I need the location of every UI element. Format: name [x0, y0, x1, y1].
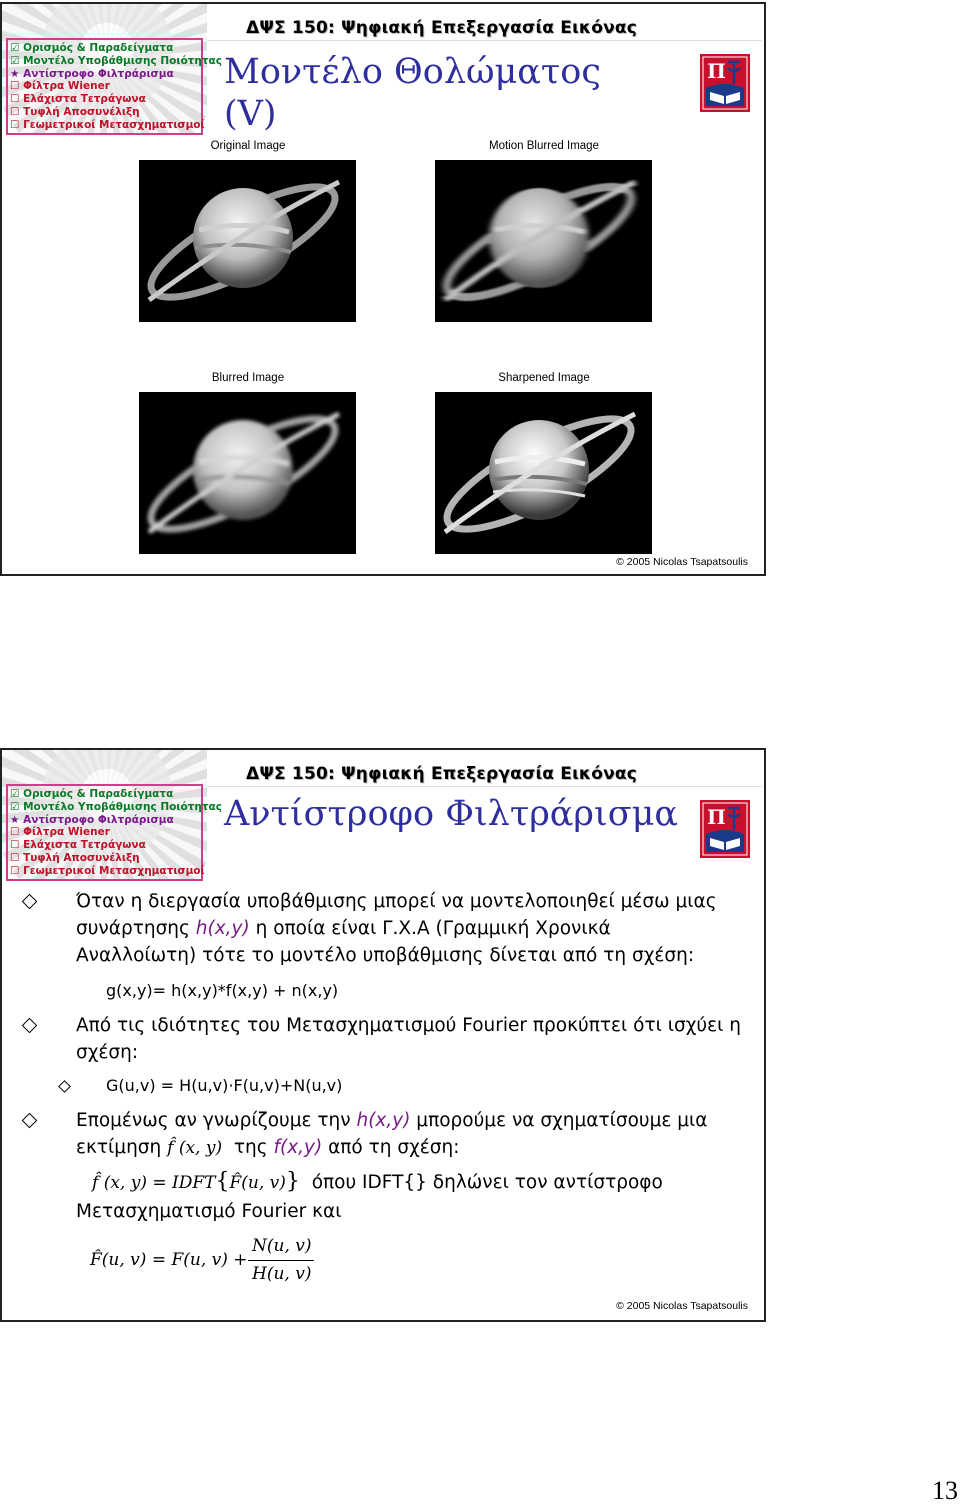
- university-logo: [700, 54, 750, 112]
- nav-item-blind-deconvolution[interactable]: ☐ Τυφλή Αποσυνέλιξη: [10, 105, 140, 118]
- slide-inverse-filtering: ☑ Ορισμός & Παραδείγματα ☑ Μοντέλο Υποβάθμισης Ποιότητας ★ Αντίστροφο Φιλτράρισμα ☐ Φίλτρα Wiener ☐ Ελάχιστα Τετράγωνα ☐ Τυφλή Αποσυνέλιξη ☐ Γεωμετρικοί Μετασχηματισμοί ΔΨΣ 150: Ψηφιακή Επεξεργασία Εικόνας Αντίστροφο Φιλτράρισμα Π Όταν η διεργασία υποβάθμισης μπορεί να μοντελοποιηθεί μέσω μιας συνάρτησης h(x,y) η οποία είναι Γ.Χ.Α (Γραμμική Χρονικά Αναλλοίωτη) τότε το μοντέλο υποβάθμισης δίνεται από τη σχέση: g(x,y)= h(x,y)*f(x,y) + n(x,y) Από τις ιδιότητες του Μετασχηματισμού Fourier προκύπτει ότι ισχύει η σχέση: G(u,v) = H(u,v)⋅F(u,v)+N(u,v) Επομένως αν γνωρίζουμε την h(x,y) μπορούμε να σχηματίσουμε μια εκτίμηση f̂ (x, y) της f(x,y) από τη σχέση: f̂ (x, y) = IDFT{F̂(u, v)} όπου IDFT{} δηλώνει τον αντίστροφο Μετασχηματισμό Fourier και F̂(u, v) = F(u, v) + N(u, v) H(u, v) © 2005 Nicolas Tsapatsoulis: [0, 748, 766, 1322]
- caption-blurred: Blurred Image: [211, 372, 285, 384]
- bullet-estimate: Επομένως αν γνωρίζουμε την h(x,y) μπορούμε να σχηματίσουμε μια εκτίμηση f̂ (x, y) της f(x,y) από τη σχέση:: [76, 1107, 756, 1162]
- diamond-bullet-icon: [58, 1080, 71, 1093]
- bullet-fourier-properties: Από τις ιδιότητες του Μετασχηματισμού Fourier προκύπτει ότι ισχύει η σχέση:: [76, 1012, 756, 1066]
- page-number: 13: [932, 1476, 958, 1505]
- saturn-sharpened-image: [435, 392, 652, 554]
- copyright-note: © 2005 Nicolas Tsapatsoulis: [616, 1300, 748, 1312]
- caption-sharpened: Sharpened Image: [498, 372, 590, 384]
- nav-item-inverse-filtering[interactable]: ★ Αντίστροφο Φιλτράρισμα: [10, 813, 174, 826]
- university-logo: [700, 800, 750, 858]
- check-icon: ☑: [10, 42, 20, 54]
- estimate-symbol: f̂ (x, y): [167, 1138, 223, 1158]
- nav-item-definitions[interactable]: ☑ Ορισμός & Παραδείγματα: [10, 42, 174, 54]
- bullet-degradation-model: Όταν η διεργασία υποβάθμισης μπορεί να μοντελοποιηθεί μέσω μιας συνάρτησης h(x,y) η οποία είναι Γ.Χ.Α (Γραμμική Χρονικά Αναλλοίωτη) τότε το μοντέλο υποβάθμισης δίνεται από τη σχέση:: [76, 888, 756, 969]
- checkbox-icon: ☐: [10, 851, 20, 864]
- caption-original: Original Image: [210, 140, 286, 152]
- slide-title-continued: (V): [224, 94, 277, 134]
- fraction-numerator: N(u, v): [252, 1236, 312, 1256]
- nav-item-degradation-model[interactable]: ☑ Μοντέλο Υποβάθμισης Ποιότητας: [10, 800, 222, 813]
- nav-item-geometric[interactable]: ☐ Γεωμετρικοί Μετασχηματισμοί: [10, 864, 205, 877]
- nav-item-wiener[interactable]: ☐ Φίλτρα Wiener: [10, 80, 110, 93]
- checkbox-icon: ☐: [10, 118, 20, 131]
- checkbox-icon: ☐: [10, 105, 20, 118]
- svg-text:Π: Π: [707, 59, 726, 83]
- svg-text:Π: Π: [707, 805, 726, 829]
- check-icon: ☑: [10, 54, 20, 67]
- nav-item-blind-deconvolution[interactable]: ☐ Τυφλή Αποσυνέλιξη: [10, 851, 140, 864]
- fraction-denominator: H(u, v): [252, 1264, 312, 1284]
- text-fourier-continued: Μετασχηματισμό Fourier και: [76, 1201, 342, 1222]
- slide-title: Μοντέλο Θολώματος: [224, 52, 601, 92]
- nav-item-geometric[interactable]: ☐ Γεωμετρικοί Μετασχηματισμοί: [10, 118, 205, 131]
- check-icon: ☑: [10, 800, 20, 813]
- highlight-h: h(x,y): [356, 1110, 411, 1131]
- saturn-blurred-image: [139, 392, 356, 554]
- equation-frequency-model: G(u,v) = H(u,v)⋅F(u,v)+N(u,v): [106, 1075, 342, 1097]
- slide-blur-model: [0, 2, 766, 576]
- header-divider: [207, 40, 762, 41]
- caption-motion-blurred: Motion Blurred Image: [489, 140, 599, 152]
- copyright-note: © 2005 Nicolas Tsapatsoulis: [616, 556, 748, 568]
- diamond-bullet-icon: [22, 1113, 38, 1129]
- topic-navigation: [10, 788, 222, 878]
- star-icon: ★: [10, 67, 20, 80]
- equation-idft-line: f̂ (x, y) = IDFT{F̂(u, v)} όπου IDFT{} δηλώνει τον αντίστροφο: [92, 1169, 663, 1194]
- highlight-f: f(x,y): [273, 1137, 323, 1158]
- check-icon: ☑: [10, 788, 20, 800]
- nav-item-least-squares[interactable]: ☐ Ελάχιστα Τετράγωνα: [10, 93, 146, 106]
- equation-spatial-model: g(x,y)= h(x,y)*f(x,y) + n(x,y): [106, 981, 339, 1000]
- header-divider: [207, 786, 762, 787]
- fraction-bar: [248, 1260, 314, 1261]
- course-title: ΔΨΣ 150: Ψηφιακή Επεξεργασία Εικόνας: [246, 764, 638, 784]
- topic-navigation: [10, 42, 222, 132]
- highlight-h: h(x,y): [195, 918, 250, 939]
- checkbox-icon: ☐: [10, 839, 20, 852]
- nav-item-definitions[interactable]: ☑ Ορισμός & Παραδείγματα: [10, 788, 174, 800]
- checkbox-icon: ☐: [10, 864, 20, 877]
- saturn-motion-blurred-image: [435, 160, 652, 322]
- diamond-bullet-icon: [22, 894, 38, 910]
- course-title: ΔΨΣ 150: Ψηφιακή Επεξεργασία Εικόνας: [246, 18, 638, 38]
- checkbox-icon: ☐: [10, 826, 20, 839]
- nav-item-wiener[interactable]: ☐ Φίλτρα Wiener: [10, 826, 110, 839]
- nav-item-degradation-model[interactable]: ☑ Μοντέλο Υποβάθμισης Ποιότητας: [10, 54, 222, 67]
- checkbox-icon: ☐: [10, 80, 20, 93]
- checkbox-icon: ☐: [10, 93, 20, 106]
- saturn-original-image: [139, 160, 356, 322]
- nav-item-least-squares[interactable]: ☐ Ελάχιστα Τετράγωνα: [10, 839, 146, 852]
- diamond-bullet-icon: [22, 1018, 38, 1034]
- star-icon: ★: [10, 813, 20, 826]
- nav-item-inverse-filtering[interactable]: ★ Αντίστροφο Φιλτράρισμα: [10, 67, 174, 80]
- slide-title: Αντίστροφο Φιλτράρισμα: [224, 794, 678, 834]
